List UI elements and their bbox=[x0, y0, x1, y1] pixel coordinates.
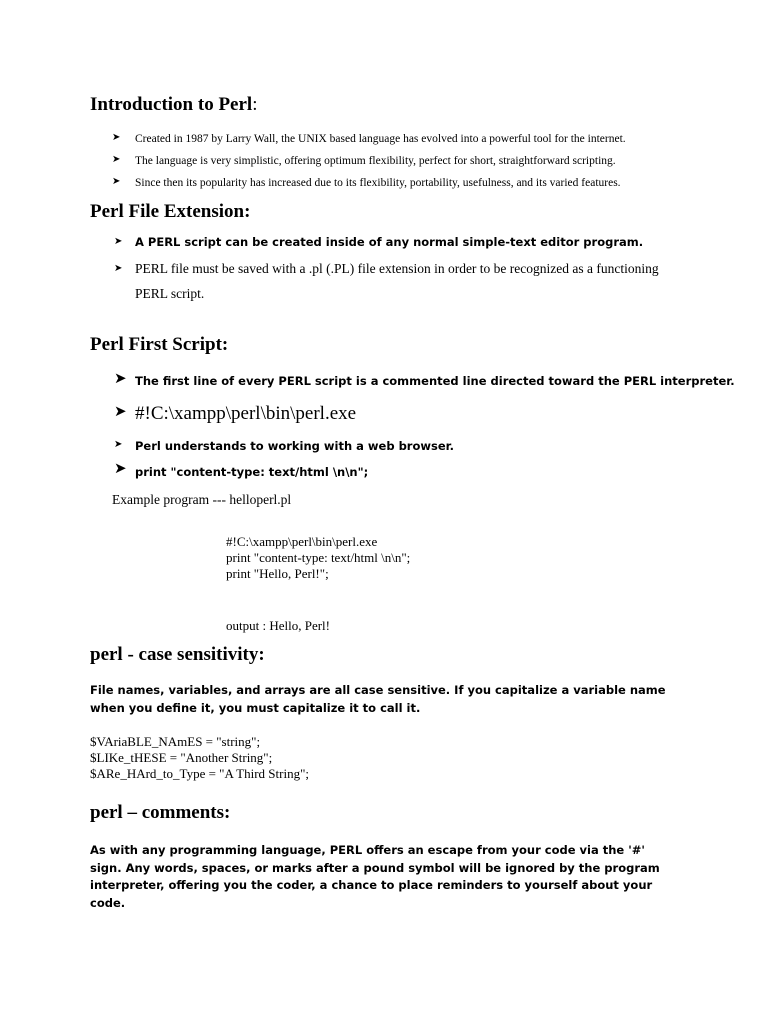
arrowhead-bullet-icon: ➤ bbox=[112, 176, 121, 187]
arrowhead-bullet-icon: ➤ bbox=[114, 369, 127, 387]
intro-bullet-2: The language is very simplistic, offering optimum flexibility, perfect for short, straightforward scripting. bbox=[135, 155, 616, 167]
arrowhead-bullet-icon: ➤ bbox=[112, 132, 121, 143]
intro-bullet-3: Since then its popularity has increased due to its flexibility, portability, usefulness, and its varied features. bbox=[135, 177, 621, 189]
case-code-block bbox=[90, 734, 309, 782]
heading-first-script: Perl First Script: bbox=[90, 334, 229, 355]
code-line: $ARe_HArd_to_Type = "A Third String"; bbox=[90, 766, 310, 781]
heading-intro-colon: : bbox=[252, 94, 258, 115]
arrowhead-bullet-icon: ➤ bbox=[114, 402, 127, 420]
arrowhead-bullet-icon: ➤ bbox=[114, 263, 123, 274]
heading-comments: perl – comments: bbox=[90, 802, 231, 823]
example-output: output : Hello, Perl! bbox=[226, 618, 330, 633]
first-script-bullet-1: The first line of every PERL script is a commented line directed toward the PERL interpreter. bbox=[135, 374, 735, 388]
code-line: $VAriaBLE_NAmES = "string"; bbox=[90, 734, 261, 749]
heading-intro-text: Introduction to Perl bbox=[90, 94, 253, 115]
extension-bullet-2-line-2: PERL script. bbox=[135, 286, 205, 301]
extension-bullet-1: A PERL script can be created inside of any normal simple-text editor program. bbox=[135, 235, 644, 249]
arrowhead-bullet-icon: ➤ bbox=[114, 236, 123, 247]
arrowhead-bullet-icon: ➤ bbox=[114, 459, 127, 477]
heading-case-sensitivity: perl - case sensitivity: bbox=[90, 644, 265, 665]
extension-bullet-2-line-1: PERL file must be saved with a .pl (.PL) file extension in order to be recognized as a functioning bbox=[135, 261, 659, 276]
example-code-block bbox=[226, 534, 410, 582]
comments-paragraph: As with any programming language, PERL offers an escape from your code via the '#' sign. Any words, spaces, or marks after a pound symbol will be ignored by the program interpreter, offering you the coder, a chance to place reminders to yourself about your code. bbox=[90, 843, 660, 910]
arrowhead-bullet-icon: ➤ bbox=[112, 154, 121, 165]
example-program-label: Example program --- helloperl.pl bbox=[112, 492, 292, 507]
intro-bullet-1: Created in 1987 by Larry Wall, the UNIX based language has evolved into a powerful tool for the internet. bbox=[135, 133, 626, 145]
heading-file-extension: Perl File Extension: bbox=[90, 201, 251, 222]
case-sensitivity-paragraph: File names, variables, and arrays are all case sensitive. If you capitalize a variable name when you define it, you must capitalize it to call it. bbox=[90, 683, 666, 715]
arrowhead-bullet-icon: ➤ bbox=[114, 439, 123, 450]
code-line: print "Hello, Perl!"; bbox=[226, 566, 329, 581]
code-line: $LIKe_tHESE = "Another String"; bbox=[90, 750, 273, 765]
code-line: print "content-type: text/html \n\n"; bbox=[226, 550, 411, 565]
heading-intro bbox=[90, 94, 257, 116]
first-script-bullet-4: print "content-type: text/html \n\n"; bbox=[135, 465, 369, 479]
code-line: #!C:\xampp\perl\bin\perl.exe bbox=[226, 534, 378, 549]
first-script-bullet-2: #!C:\xampp\perl\bin\perl.exe bbox=[135, 403, 357, 424]
first-script-bullet-3: Perl understands to working with a web browser. bbox=[135, 439, 455, 453]
